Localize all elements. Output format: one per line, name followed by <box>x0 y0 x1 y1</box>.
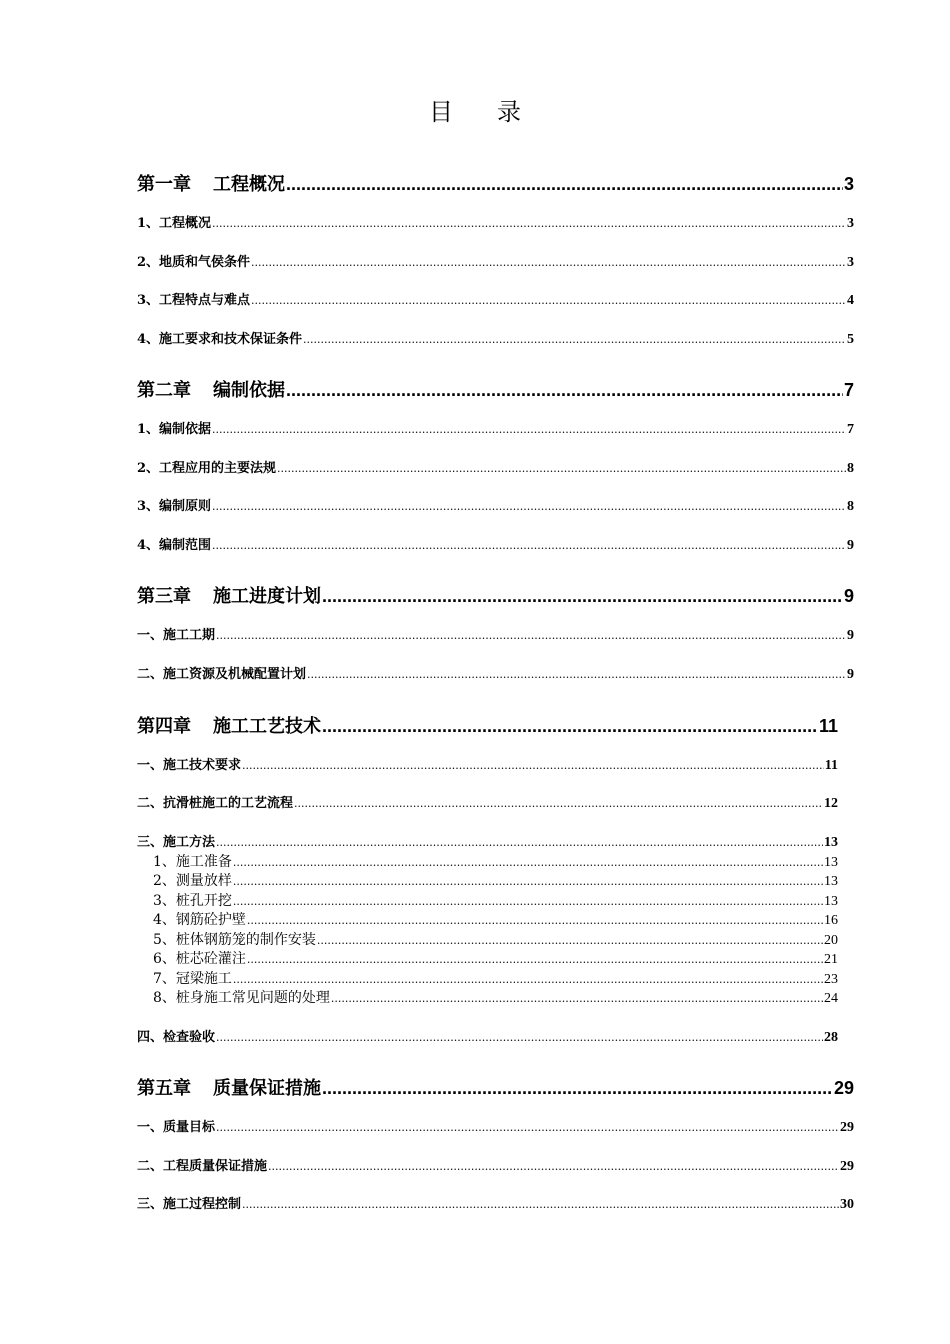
page-number: 11 <box>818 716 838 736</box>
toc-subentry[interactable] <box>153 909 838 929</box>
leader-dots <box>212 539 846 552</box>
entry-label: 3、编制原则 <box>137 499 212 514</box>
entry-label: 二、工程质量保证措施 <box>137 1159 268 1174</box>
toc-entry[interactable] <box>137 495 854 515</box>
entry-label: 7、冠梁施工 <box>153 971 232 987</box>
leader-dots <box>251 256 846 269</box>
chapter-number: 第四章 <box>137 716 191 737</box>
page-number: 16 <box>824 913 838 928</box>
page-number: 9 <box>847 667 854 682</box>
toc-subentry[interactable] <box>153 987 838 1007</box>
toc-subentry[interactable] <box>153 851 838 871</box>
page-number: 9 <box>843 586 854 606</box>
entry-label: 四、检查验收 <box>137 1030 216 1045</box>
leader-dots <box>216 1031 823 1044</box>
page-number: 13 <box>824 835 838 850</box>
chapter-title: 质量保证措施 <box>213 1078 321 1099</box>
entry-label: 三、施工方法 <box>137 835 216 850</box>
chapter-title: 编制依据 <box>213 380 285 401</box>
title-char-2: 录 <box>497 98 521 126</box>
page-number: 20 <box>824 933 838 948</box>
leader-dots <box>247 953 823 966</box>
leader-dots <box>212 423 846 436</box>
leader-dots <box>233 875 823 888</box>
entry-label: 1、施工准备 <box>153 854 232 870</box>
toc-entry[interactable] <box>137 212 854 232</box>
entry-label: 一、质量目标 <box>137 1120 216 1135</box>
chapter-number: 第二章 <box>137 380 191 401</box>
leader-dots <box>212 500 846 513</box>
page-number: 23 <box>824 972 838 987</box>
toc-entry[interactable] <box>137 1116 854 1136</box>
page-title <box>0 92 950 127</box>
toc-subentry[interactable] <box>153 870 838 890</box>
toc-chapter-4[interactable] <box>137 712 838 738</box>
leader-dots <box>322 1078 833 1099</box>
page-number: 30 <box>840 1197 854 1212</box>
leader-dots <box>268 1160 839 1173</box>
leader-dots <box>322 586 843 607</box>
page-number: 12 <box>824 796 838 811</box>
toc-entry[interactable] <box>137 1026 838 1046</box>
toc-entry[interactable] <box>137 1155 854 1175</box>
leader-dots <box>212 217 846 230</box>
toc-chapter-5[interactable] <box>137 1074 854 1100</box>
page-number: 29 <box>840 1159 854 1174</box>
entry-label: 二、抗滑桩施工的工艺流程 <box>137 796 294 811</box>
leader-dots <box>322 716 818 737</box>
leader-dots <box>307 668 846 681</box>
leader-dots <box>233 895 823 908</box>
chapter-number: 第五章 <box>137 1078 191 1099</box>
page-number: 5 <box>847 332 854 347</box>
entry-label: 一、施工技术要求 <box>137 758 242 773</box>
toc-entry[interactable] <box>137 754 838 774</box>
entry-label: 2、地质和气侯条件 <box>137 255 251 270</box>
entry-label: 4、施工要求和技术保证条件 <box>137 332 303 347</box>
entry-label: 2、工程应用的主要法规 <box>137 461 277 476</box>
toc-entry[interactable] <box>137 792 838 812</box>
page-number: 13 <box>824 874 838 889</box>
entry-label: 4、钢筋砼护壁 <box>153 912 246 928</box>
entry-label: 1、编制依据 <box>137 422 212 437</box>
page-number: 9 <box>847 538 854 553</box>
leader-dots <box>317 934 823 947</box>
toc-subentry[interactable] <box>153 968 838 988</box>
toc-entry[interactable] <box>137 624 854 644</box>
toc-entry[interactable] <box>137 289 854 309</box>
page-number: 28 <box>824 1030 838 1045</box>
page-number: 3 <box>847 216 854 231</box>
chapter-title: 施工工艺技术 <box>213 716 321 737</box>
page-number: 3 <box>843 174 854 194</box>
leader-dots <box>286 380 843 401</box>
chapter-number: 第三章 <box>137 586 191 607</box>
leader-dots <box>247 914 823 927</box>
page-number: 11 <box>824 758 838 773</box>
entry-label: 5、桩体钢筋笼的制作安装 <box>153 932 316 948</box>
page-number: 9 <box>847 628 854 643</box>
toc-entry[interactable] <box>137 1193 854 1213</box>
toc-chapter-3[interactable] <box>137 582 854 608</box>
page-number: 8 <box>847 461 854 476</box>
leader-dots <box>251 294 846 307</box>
chapter-number: 第一章 <box>137 174 191 195</box>
leader-dots <box>331 992 823 1005</box>
leader-dots <box>303 333 846 346</box>
page-number: 24 <box>824 991 838 1006</box>
page-number: 4 <box>847 293 854 308</box>
toc-subentry[interactable] <box>153 929 838 949</box>
leader-dots <box>216 629 846 642</box>
entry-label: 6、桩芯砼灌注 <box>153 951 246 967</box>
toc-entry[interactable] <box>137 534 854 554</box>
toc-chapter-2[interactable] <box>137 376 854 402</box>
page-number: 29 <box>833 1078 854 1098</box>
toc-subentry[interactable] <box>153 890 838 910</box>
page-number: 3 <box>847 255 854 270</box>
leader-dots <box>242 1198 839 1211</box>
toc-entry[interactable] <box>137 418 854 438</box>
entry-label: 8、桩身施工常见问题的处理 <box>153 990 330 1006</box>
toc-chapter-1[interactable] <box>137 170 854 196</box>
entry-label: 3、工程特点与难点 <box>137 293 251 308</box>
page-number: 13 <box>824 855 838 870</box>
leader-dots <box>233 973 823 986</box>
title-char-1: 目 <box>429 98 453 126</box>
leader-dots <box>294 797 823 810</box>
leader-dots <box>216 836 823 849</box>
toc-entry[interactable] <box>137 457 854 477</box>
page-number: 29 <box>840 1120 854 1135</box>
leader-dots <box>233 856 823 869</box>
page-number: 21 <box>824 952 838 967</box>
toc-entry[interactable] <box>137 663 854 683</box>
toc-entry[interactable] <box>137 831 838 851</box>
leader-dots <box>277 462 846 475</box>
page-number: 8 <box>847 499 854 514</box>
page-number: 13 <box>824 894 838 909</box>
leader-dots <box>242 759 824 772</box>
entry-label: 三、施工过程控制 <box>137 1197 242 1212</box>
toc-entry[interactable] <box>137 328 854 348</box>
entry-label: 1、工程概况 <box>137 216 212 231</box>
chapter-title: 工程概况 <box>213 174 285 195</box>
toc-subentry[interactable] <box>153 948 838 968</box>
toc-entry[interactable] <box>137 251 854 271</box>
entry-label: 二、施工资源及机械配置计划 <box>137 667 307 682</box>
page-number: 7 <box>847 422 854 437</box>
leader-dots <box>286 174 843 195</box>
entry-label: 4、编制范围 <box>137 538 212 553</box>
entry-label: 2、测量放样 <box>153 873 232 889</box>
page-number: 7 <box>843 380 854 400</box>
entry-label: 一、施工工期 <box>137 628 216 643</box>
chapter-title: 施工进度计划 <box>213 586 321 607</box>
leader-dots <box>216 1121 839 1134</box>
entry-label: 3、桩孔开挖 <box>153 893 232 909</box>
